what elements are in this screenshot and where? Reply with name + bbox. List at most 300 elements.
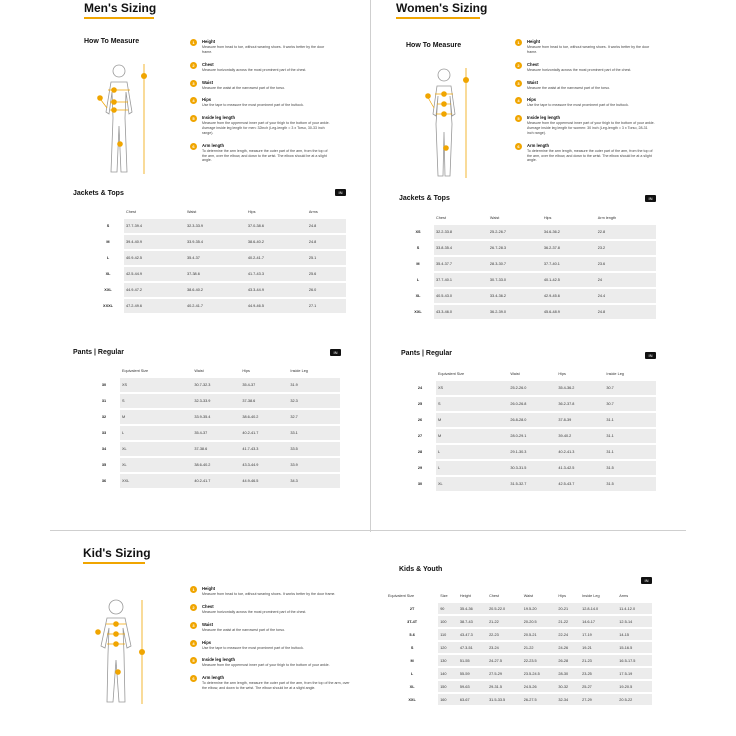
table-cell: 63-67 xyxy=(458,694,487,705)
row-label: 27 xyxy=(404,429,436,443)
step-number: 2 xyxy=(190,62,197,69)
mens-steps xyxy=(190,39,330,170)
table-cell: 43.3-44.9 xyxy=(246,283,307,297)
table-cell: 20-21 xyxy=(556,603,580,614)
step-number: 5 xyxy=(190,115,197,122)
table-row xyxy=(402,273,656,287)
table-header: Chest xyxy=(126,210,136,214)
table-cell: 12.5-14 xyxy=(617,616,652,627)
step-desc: Use the tape to measure the most prominent part of the buttock. xyxy=(202,103,304,108)
step-desc: Measure from head to toe, without wearing shoes. It works better by the door frame. xyxy=(202,592,336,596)
table-cell: 21-22 xyxy=(556,616,580,627)
row-label: 29 xyxy=(404,461,436,475)
table-header: Arm length xyxy=(597,216,617,220)
womens-title: Women's Sizing xyxy=(396,1,488,15)
step-chest xyxy=(190,604,350,615)
table-cell: 42.5-44.9 xyxy=(124,267,185,281)
step-number: 3 xyxy=(515,80,522,87)
table-cell: 41.3-42.5 xyxy=(556,461,604,475)
womens-title-underline xyxy=(396,17,480,19)
kids-table xyxy=(386,589,652,707)
table-cell: 20-20.5 xyxy=(522,616,557,627)
table-row xyxy=(88,442,340,456)
vertical-divider xyxy=(370,0,371,532)
table-row xyxy=(92,235,346,249)
womens-jackets-unit-toggle[interactable]: IN xyxy=(645,195,656,202)
row-label: 33 xyxy=(88,426,120,440)
table-header xyxy=(92,207,124,217)
table-header: Height xyxy=(459,594,471,598)
table-cell: 33.4-36.2 xyxy=(488,289,542,303)
table-cell: 15-16.5 xyxy=(617,642,652,653)
table-cell: 36.2-39.0 xyxy=(488,305,542,319)
step-title: Hips xyxy=(527,97,537,103)
row-label: 31 xyxy=(88,394,120,408)
table-header: Hips xyxy=(558,372,566,376)
kids-unit-toggle[interactable]: IN xyxy=(641,577,652,584)
table-cell: 37.7-40.1 xyxy=(542,257,596,271)
row-label: 28 xyxy=(404,445,436,459)
step-hips xyxy=(190,97,330,108)
table-header: Equivalent Size xyxy=(388,594,415,598)
row-label: XL xyxy=(386,681,438,692)
table-cell: 44.9-46.5 xyxy=(246,299,307,313)
table-header-row xyxy=(402,213,656,223)
table-cell: 17.5-19 xyxy=(617,668,652,679)
table-cell: XL xyxy=(436,477,508,491)
step-title: Chest xyxy=(202,61,214,67)
step-number: 6 xyxy=(515,143,522,150)
table-cell: 28-30 xyxy=(556,668,580,679)
table-cell: M xyxy=(436,413,508,427)
table-header: Waist xyxy=(194,369,204,373)
table-cell: 21-22 xyxy=(522,642,557,653)
table-cell: 51-55 xyxy=(458,655,487,666)
table-cell: 44.9-47.2 xyxy=(124,283,185,297)
mens-jackets-unit-toggle[interactable]: IN xyxy=(335,189,346,196)
table-header: Hips xyxy=(558,594,566,598)
womens-steps xyxy=(515,39,655,170)
kids-title-underline xyxy=(83,562,145,564)
table-header: Waist xyxy=(523,594,534,598)
table-cell: 33.8-35.4 xyxy=(434,241,488,255)
table-header: Waist xyxy=(186,210,197,214)
row-label: 30 xyxy=(404,477,436,491)
step-waist xyxy=(190,80,330,91)
step-title: Height xyxy=(527,39,541,44)
step-title: Height xyxy=(202,39,216,44)
table-row xyxy=(404,413,656,427)
table-cell: 32.7 xyxy=(288,410,340,424)
table-cell: 34.3 xyxy=(288,474,340,488)
step-desc: Measure the waist at the narrowest part of the torso. xyxy=(527,85,611,90)
table-header: Inside Leg xyxy=(290,369,308,373)
table-row xyxy=(386,616,652,627)
table-row xyxy=(404,429,656,443)
table-header-row xyxy=(386,591,652,601)
step-inside-leg xyxy=(190,115,330,136)
table-cell: 27.1 xyxy=(307,299,346,313)
table-cell: 37-38.6 xyxy=(240,394,288,408)
row-label: L xyxy=(92,251,124,265)
table-cell: 47.3-51 xyxy=(458,642,487,653)
row-label: XS xyxy=(402,225,434,239)
table-cell: 37.0-38.6 xyxy=(246,219,307,233)
womens-body-figure xyxy=(420,66,484,184)
step-desc: To determine the arm length, measure the outer part of the arm, from the top of the arm, over the elbow, and down to the wrist. The elbow should be at a slight angle. xyxy=(202,681,350,691)
table-cell: 100 xyxy=(438,616,458,627)
table-cell: 14.6-17 xyxy=(580,616,617,627)
row-label: S xyxy=(402,241,434,255)
table-cell: 33.5 xyxy=(288,442,340,456)
table-cell: 43.3-46.0 xyxy=(434,305,488,319)
table-cell: 11.4-12.0 xyxy=(617,603,652,614)
step-number: 1 xyxy=(515,39,522,46)
step-number: 6 xyxy=(190,675,197,682)
step-desc: Measure from the uppermost inner part of your thigh to the bottom of your ankle. Average inside leg length for women: 30 inch (Leg-length = 3 x Torso, 28-31 inch range). xyxy=(527,121,655,135)
table-row xyxy=(404,445,656,459)
table-cell: 31.1 xyxy=(604,413,656,427)
step-desc: Use the tape to measure the most prominent part of the buttock. xyxy=(202,645,304,650)
table-cell: 33.1 xyxy=(288,426,340,440)
row-label: 35 xyxy=(88,458,120,472)
table-cell: 40.2-41.3 xyxy=(556,445,604,459)
table-cell: 26.8-28.0 xyxy=(508,413,556,427)
table-cell: 30.7-32.3 xyxy=(192,378,240,392)
table-cell: 24.8 xyxy=(307,235,346,249)
step-hips xyxy=(515,97,655,108)
mens-pants-unit-toggle[interactable]: IN xyxy=(330,349,341,356)
table-row xyxy=(386,668,652,679)
step-title: Waist xyxy=(202,621,214,627)
table-cell: 37.7-39.4 xyxy=(124,219,185,233)
table-cell: 21-23 xyxy=(580,655,617,666)
table-cell: 27.5-29 xyxy=(487,668,522,679)
row-label: XXL xyxy=(402,305,434,319)
table-cell: 32.3-33.9 xyxy=(185,219,246,233)
table-cell: 31.9 xyxy=(288,378,340,392)
table-cell: 33.9-35.4 xyxy=(192,410,240,424)
table-cell: 40.2-41.7 xyxy=(240,426,288,440)
womens-jackets-table xyxy=(402,211,656,321)
table-cell: L xyxy=(120,426,192,440)
step-title: Hips xyxy=(202,97,212,103)
table-header: Inside Leg xyxy=(582,594,600,598)
table-cell: 30-32 xyxy=(556,681,580,692)
table-row xyxy=(386,642,652,653)
row-label: XXXL xyxy=(92,299,124,313)
womens-pants-table xyxy=(404,367,656,493)
table-cell: 26-27.5 xyxy=(522,694,557,705)
table-header-row xyxy=(92,207,346,217)
table-row xyxy=(386,603,652,614)
table-cell: 27-29 xyxy=(580,694,617,705)
step-title: Chest xyxy=(527,61,539,67)
table-header: Chest xyxy=(436,216,446,220)
step-desc: Measure horizontally across the most prominent part of the chest. xyxy=(202,67,307,72)
step-arm-length xyxy=(515,143,655,164)
womens-pants-unit-toggle[interactable]: IN xyxy=(645,352,656,359)
table-cell: 30.7 xyxy=(604,397,656,411)
step-number: 3 xyxy=(190,80,197,87)
step-inside-leg xyxy=(190,657,350,668)
table-cell: 38.6-40.2 xyxy=(240,410,288,424)
table-header-row xyxy=(88,366,340,376)
step-desc: Measure from head to toe, without wearing shoes. It works better by the door frame. xyxy=(527,45,650,54)
table-cell: 39.4-40.9 xyxy=(124,235,185,249)
step-title: Waist xyxy=(202,79,214,85)
table-header: Size xyxy=(440,594,448,598)
horizontal-divider xyxy=(50,530,686,531)
table-cell: 37-38.6 xyxy=(185,267,246,281)
row-label: S xyxy=(92,219,124,233)
table-cell: 22-24 xyxy=(556,629,580,640)
row-label: XXL xyxy=(92,283,124,297)
step-number: 2 xyxy=(515,62,522,69)
table-cell: 31.5 xyxy=(604,477,656,491)
table-cell: 21-22 xyxy=(487,616,522,627)
table-cell: 25-27 xyxy=(580,681,617,692)
row-label: 30 xyxy=(88,378,120,392)
table-cell: 25.1 xyxy=(307,251,346,265)
table-cell: 22-23 xyxy=(487,629,522,640)
table-cell: XS xyxy=(120,378,192,392)
table-cell: 17-19 xyxy=(580,629,617,640)
row-label: 3T-4T xyxy=(386,616,438,627)
table-cell: 32.3 xyxy=(288,394,340,408)
step-title: Hips xyxy=(202,639,212,645)
table-cell: 32-34 xyxy=(556,694,580,705)
step-desc: Measure the waist at the narrowest part of the torso. xyxy=(202,627,286,632)
table-header: Chest xyxy=(489,594,499,598)
table-cell: 24.5-26 xyxy=(522,681,557,692)
step-desc: To determine the arm length, measure the outer part of the arm, from the top of the arm, over the elbow, and down to the wrist. The elbow should be at a slight angle. xyxy=(202,148,328,163)
table-cell: 140 xyxy=(438,668,458,679)
table-cell: 59-63 xyxy=(458,681,487,692)
table-cell: 20.5-21 xyxy=(522,629,557,640)
table-row xyxy=(386,655,652,666)
table-cell: 35.4-37 xyxy=(240,378,288,392)
table-cell: 25.2-26.0 xyxy=(508,381,556,395)
row-label: M xyxy=(386,655,438,666)
table-cell: 32.2-33.8 xyxy=(434,225,488,239)
table-cell: 110 xyxy=(438,629,458,640)
table-cell: 42.5-43.7 xyxy=(556,477,604,491)
table-cell: M xyxy=(436,429,508,443)
mens-title-underline xyxy=(84,17,154,19)
table-row xyxy=(92,299,346,313)
table-cell: 120 xyxy=(438,642,458,653)
step-title: Waist xyxy=(527,79,539,85)
table-cell: 38.6-40.2 xyxy=(246,235,307,249)
table-row xyxy=(402,289,656,303)
table-row xyxy=(88,410,340,424)
table-cell: S xyxy=(120,394,192,408)
step-waist xyxy=(515,80,655,91)
step-number: 4 xyxy=(190,97,197,104)
step-desc: To determine the arm length, measure the outer part of the arm, from the top of the arm, over the elbow, and down to the wrist. The elbow should be at a slight angle. xyxy=(527,148,653,163)
table-row xyxy=(92,283,346,297)
row-label: XL xyxy=(402,289,434,303)
step-title: Height xyxy=(202,586,216,591)
step-title: Inside leg length xyxy=(202,115,236,121)
table-row xyxy=(88,378,340,392)
step-title: Inside leg length xyxy=(527,115,561,121)
table-cell: 35.4-37 xyxy=(192,426,240,440)
table-cell: 40.1-42.5 xyxy=(542,273,596,287)
table-cell: 12.8-14.0 xyxy=(580,603,617,614)
table-cell: 20.5-22 xyxy=(617,694,652,705)
table-cell: 33.9-35.4 xyxy=(185,235,246,249)
mens-jackets-title: Jackets & Tops xyxy=(73,190,124,197)
step-title: Arm length xyxy=(202,142,225,148)
step-title: Inside leg length xyxy=(202,657,236,663)
womens-pants-title: Pants | Regular xyxy=(401,350,452,357)
table-cell: S xyxy=(436,397,508,411)
table-header: Hips xyxy=(247,210,256,214)
table-row xyxy=(404,461,656,475)
table-cell: 26.7-28.3 xyxy=(488,241,542,255)
table-cell: 130 xyxy=(438,655,458,666)
table-cell: 31.5-32.7 xyxy=(508,477,556,491)
table-cell: 34.6-36.2 xyxy=(542,225,596,239)
table-cell: L xyxy=(436,461,508,475)
step-desc: Measure from head to toe, without wearing shoes. It works better by the door frame. xyxy=(202,45,325,54)
step-height xyxy=(190,39,330,55)
table-cell: 32.3-33.9 xyxy=(192,394,240,408)
table-cell: 43.3-44.9 xyxy=(240,458,288,472)
table-header xyxy=(402,213,434,223)
table-cell: 23.6 xyxy=(596,257,656,271)
step-desc: Measure horizontally across the most prominent part of the chest. xyxy=(527,67,632,72)
table-cell: 19-20.5 xyxy=(617,681,652,692)
step-title: Arm length xyxy=(202,675,225,681)
table-row xyxy=(88,458,340,472)
table-cell: XS xyxy=(436,381,508,395)
table-row xyxy=(92,251,346,265)
table-cell: 38.6-40.2 xyxy=(192,458,240,472)
table-cell: 26.0-26.8 xyxy=(508,397,556,411)
table-cell: 40.9-42.5 xyxy=(124,251,185,265)
table-cell: 38.6-40.2 xyxy=(185,283,246,297)
kids-body-figure xyxy=(90,598,154,708)
step-number: 5 xyxy=(190,657,197,664)
table-cell: 55-59 xyxy=(458,668,487,679)
kids-steps xyxy=(190,586,350,698)
table-cell: 35.4-36.2 xyxy=(556,381,604,395)
step-height xyxy=(190,586,350,597)
table-row xyxy=(402,241,656,255)
table-cell: 19-21 xyxy=(580,642,617,653)
womens-how-to-title: How To Measure xyxy=(406,42,462,49)
table-cell: 22-23.5 xyxy=(522,655,557,666)
row-label: 36 xyxy=(88,474,120,488)
table-cell: 24.8 xyxy=(307,219,346,233)
table-cell: 41.7-43.3 xyxy=(240,442,288,456)
table-cell: 23.5-24.5 xyxy=(522,668,557,679)
table-row xyxy=(92,267,346,281)
step-height xyxy=(515,39,655,55)
table-header: Waist xyxy=(510,372,520,376)
step-chest xyxy=(515,62,655,73)
table-cell: 160 xyxy=(438,694,458,705)
table-cell: 37.8-39 xyxy=(556,413,604,427)
table-cell: 24-26 xyxy=(556,642,580,653)
table-cell: 36.2-37.8 xyxy=(556,397,604,411)
table-cell: 24 xyxy=(596,273,656,287)
table-header: Waist xyxy=(489,216,500,220)
table-cell: 40.2-41.7 xyxy=(185,299,246,313)
row-label: 34 xyxy=(88,442,120,456)
table-cell: 24.8 xyxy=(596,305,656,319)
step-title: Chest xyxy=(202,603,214,609)
table-cell: 22.8 xyxy=(596,225,656,239)
step-chest xyxy=(190,62,330,73)
table-cell: 23-24 xyxy=(487,642,522,653)
table-cell: 24-27.5 xyxy=(487,655,522,666)
mens-pants-table xyxy=(88,364,340,490)
step-number: 5 xyxy=(515,115,522,122)
table-cell: 40.2-41.7 xyxy=(192,474,240,488)
table-cell: 20.5-22.0 xyxy=(487,603,522,614)
row-label: 26 xyxy=(404,413,436,427)
step-arm-length xyxy=(190,143,330,164)
table-cell: 30.3-31.5 xyxy=(508,461,556,475)
table-cell: 28.3-30.7 xyxy=(488,257,542,271)
row-label: 24 xyxy=(404,381,436,395)
table-header-row xyxy=(404,369,656,379)
row-label: M xyxy=(402,257,434,271)
step-desc: Measure horizontally across the most prominent part of the chest. xyxy=(202,609,307,614)
table-row xyxy=(386,694,652,705)
table-cell: 35.4-37.7 xyxy=(434,257,488,271)
table-cell: 90 xyxy=(438,603,458,614)
row-label: 32 xyxy=(88,410,120,424)
table-cell: M xyxy=(120,410,192,424)
table-header xyxy=(404,369,436,379)
table-cell: 14-15 xyxy=(617,629,652,640)
mens-title: Men's Sizing xyxy=(84,1,157,15)
table-cell: 24.4 xyxy=(596,289,656,303)
table-header: Equivalent Size xyxy=(438,372,465,376)
mens-jackets-table xyxy=(92,205,346,315)
table-cell: 30.7 xyxy=(604,381,656,395)
table-cell: 47.2-49.6 xyxy=(124,299,185,313)
step-number: 4 xyxy=(190,640,197,647)
table-cell: 25.2-26.7 xyxy=(488,225,542,239)
table-row xyxy=(404,477,656,491)
table-cell: 35.4-37 xyxy=(185,251,246,265)
table-header: Arms xyxy=(308,210,318,214)
step-number: 1 xyxy=(190,586,197,593)
table-cell: 19.5-20 xyxy=(522,603,557,614)
step-waist xyxy=(190,622,350,633)
row-label: 2T xyxy=(386,603,438,614)
step-desc: Measure from the uppermost inner part of your thigh to the bottom of your ankle. Average inside leg length for men: 32inch (Leg-length = 3 x Torso, 30-33 inch range). xyxy=(202,121,330,135)
step-number: 3 xyxy=(190,622,197,629)
table-cell: 33.9 xyxy=(288,458,340,472)
table-row xyxy=(88,394,340,408)
table-cell: 28.0-29.1 xyxy=(508,429,556,443)
table-cell: 29-31.5 xyxy=(487,681,522,692)
mens-how-to-title: How To Measure xyxy=(84,38,140,45)
table-cell: 25.6 xyxy=(307,267,346,281)
table-row xyxy=(402,225,656,239)
step-number: 1 xyxy=(190,39,197,46)
table-cell: XL xyxy=(120,442,192,456)
table-row xyxy=(386,681,652,692)
table-cell: 44.9-46.5 xyxy=(240,474,288,488)
